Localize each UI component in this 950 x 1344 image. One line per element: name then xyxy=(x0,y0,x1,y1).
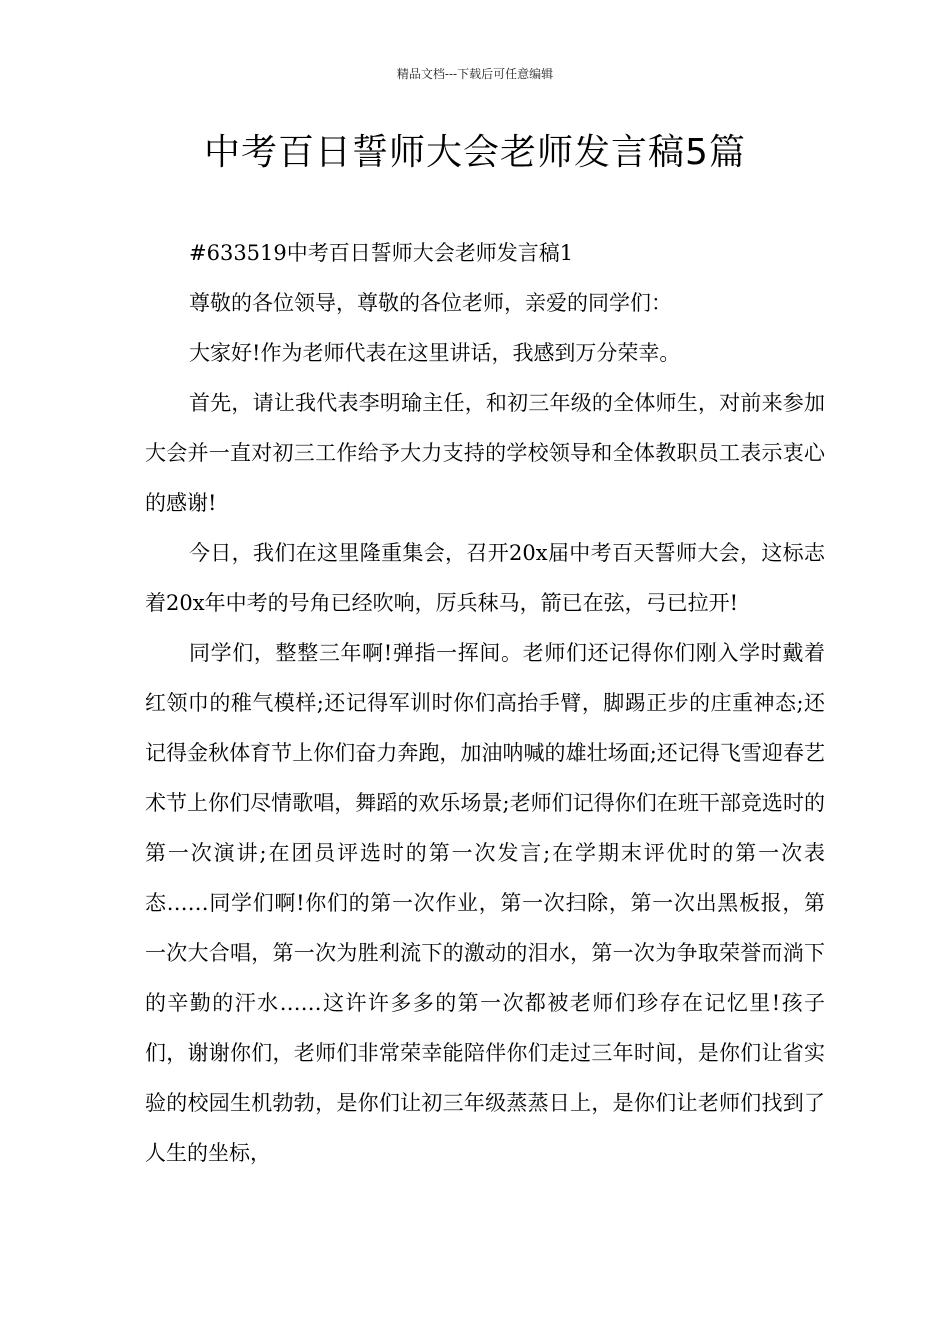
paragraph: #633519中考百日誓师大会老师发言稿1 xyxy=(189,241,574,265)
paragraph: 首先，请让我代表李明瑜主任，和初三年级的全体师生，对前来参加大会并一直对初三工作给予大力支持的学校领导和全体教职员工表示衷心的感谢! xyxy=(145,391,825,515)
header-note: 精品文档---下载后可任意编辑 xyxy=(396,67,554,81)
paragraph: 尊敬的各位领导，尊敬的各位老师，亲爱的同学们： xyxy=(189,291,672,315)
document-title: 中考百日誓师大会老师发言稿5篇 xyxy=(204,132,746,173)
paragraph: 同学们，整整三年啊!弹指一挥间。老师们还记得你们刚入学时戴着红领巾的稚气模样;还记得军训时你们高抬手臂，脚踢正步的庄重神态;还记得金秋体育节上你们奋力奔跑，加油呐喊的雄壮场面;还记得飞雪迎春艺术节上你们尽情歌唱，舞蹈的欢乐场景;老师们记得你们在班干部竞选时的第一次演讲;在团员评选时的第一次发言;在学期末评优时的第一次表态……同学们啊!你们的第一次作业，第一次扫除，第一次出黑板报，第一次大合唱，第一次为胜利流下的激动的泪水，第一次为争取荣誉而淌下的辛勤的汗水……这许许多多的第一次都被老师们珍存在记忆里!孩子们，谢谢你们，老师们非常荣幸能陪伴你们走过三年时间，是你们让省实验的校园生机勃勃，是你们让初三年级蒸蒸日上，是你们让老师们找到了人生的坐标， xyxy=(145,641,825,1165)
document-body xyxy=(145,228,825,1178)
paragraph: 大家好!作为老师代表在这里讲话，我感到万分荣幸。 xyxy=(189,341,681,365)
paragraph: 今日，我们在这里隆重集会，召开20x届中考百天誓师大会，这标志着20x年中考的号角已经吹响，厉兵秣马，箭已在弦，弓已拉开! xyxy=(145,541,825,615)
